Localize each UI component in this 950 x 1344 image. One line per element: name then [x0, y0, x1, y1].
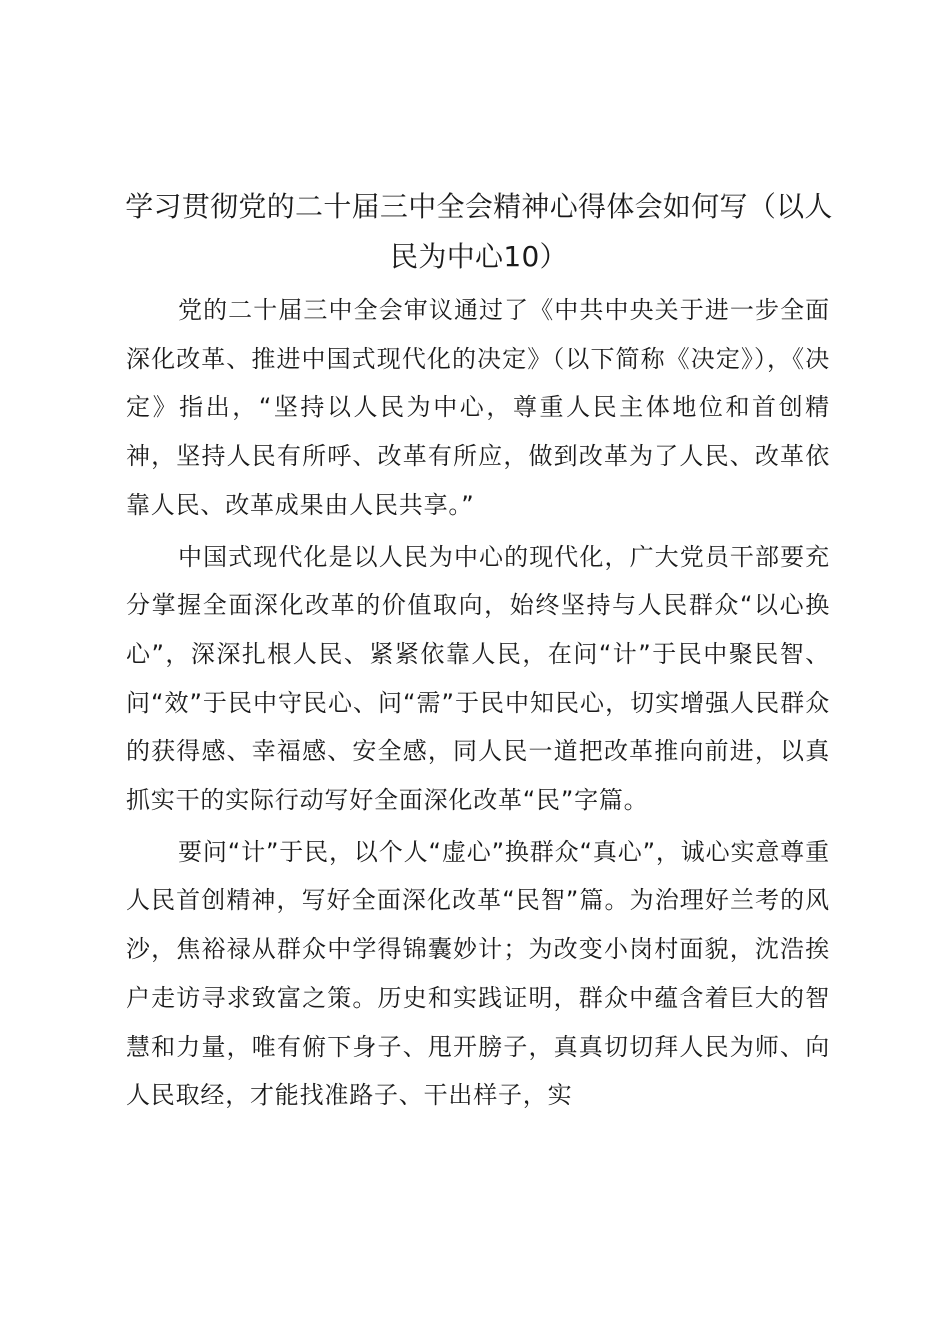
paragraph-1: 党的二十届三中全会审议通过了《中共中央关于进一步全面深化改革、推进中国式现代化的决定》（以下简称《决定》），《决定》指出，“坚持以人民为中心，尊重人民主体地位和首创精神，坚持人民有所呼、改革有所应，做到改革为了人民、改革依靠人民、改革成果由人民共享。”: [126, 296, 830, 519]
document-page: [125, 182, 833, 1123]
paragraph-2: 中国式现代化是以人民为中心的现代化，广大党员干部要充分掌握全面深化改革的价值取向，始终坚持与人民群众“以心换心”，深深扎根人民、紧紧依靠人民，在问“计”于民中聚民智、问“效”于民中守民心、问“需”于民中知民心，切实增强人民群众的获得感、幸福感、安全感，同人民一道把改革推向前进，以真抓实干的实际行动写好全面深化改革“民”字篇。: [126, 542, 830, 815]
paragraph-3: 要问“计”于民，以个人“虚心”换群众“真心”，诚心实意尊重人民首创精神，写好全面深化改革“民智”篇。为治理好兰考的风沙，焦裕禄从群众中学得锦囊妙计；为改变小岗村面貌，沈浩挨户走访寻求致富之策。历史和实践证明，群众中蕴含着巨大的智慧和力量，唯有俯下身子、甩开膀子，真真切切拜人民为师、向人民取经，才能找准路子、干出样子，实: [126, 837, 830, 1110]
document-title: 学习贯彻党的二十届三中全会精神心得体会如何写（以人民为中心10）: [125, 190, 833, 273]
